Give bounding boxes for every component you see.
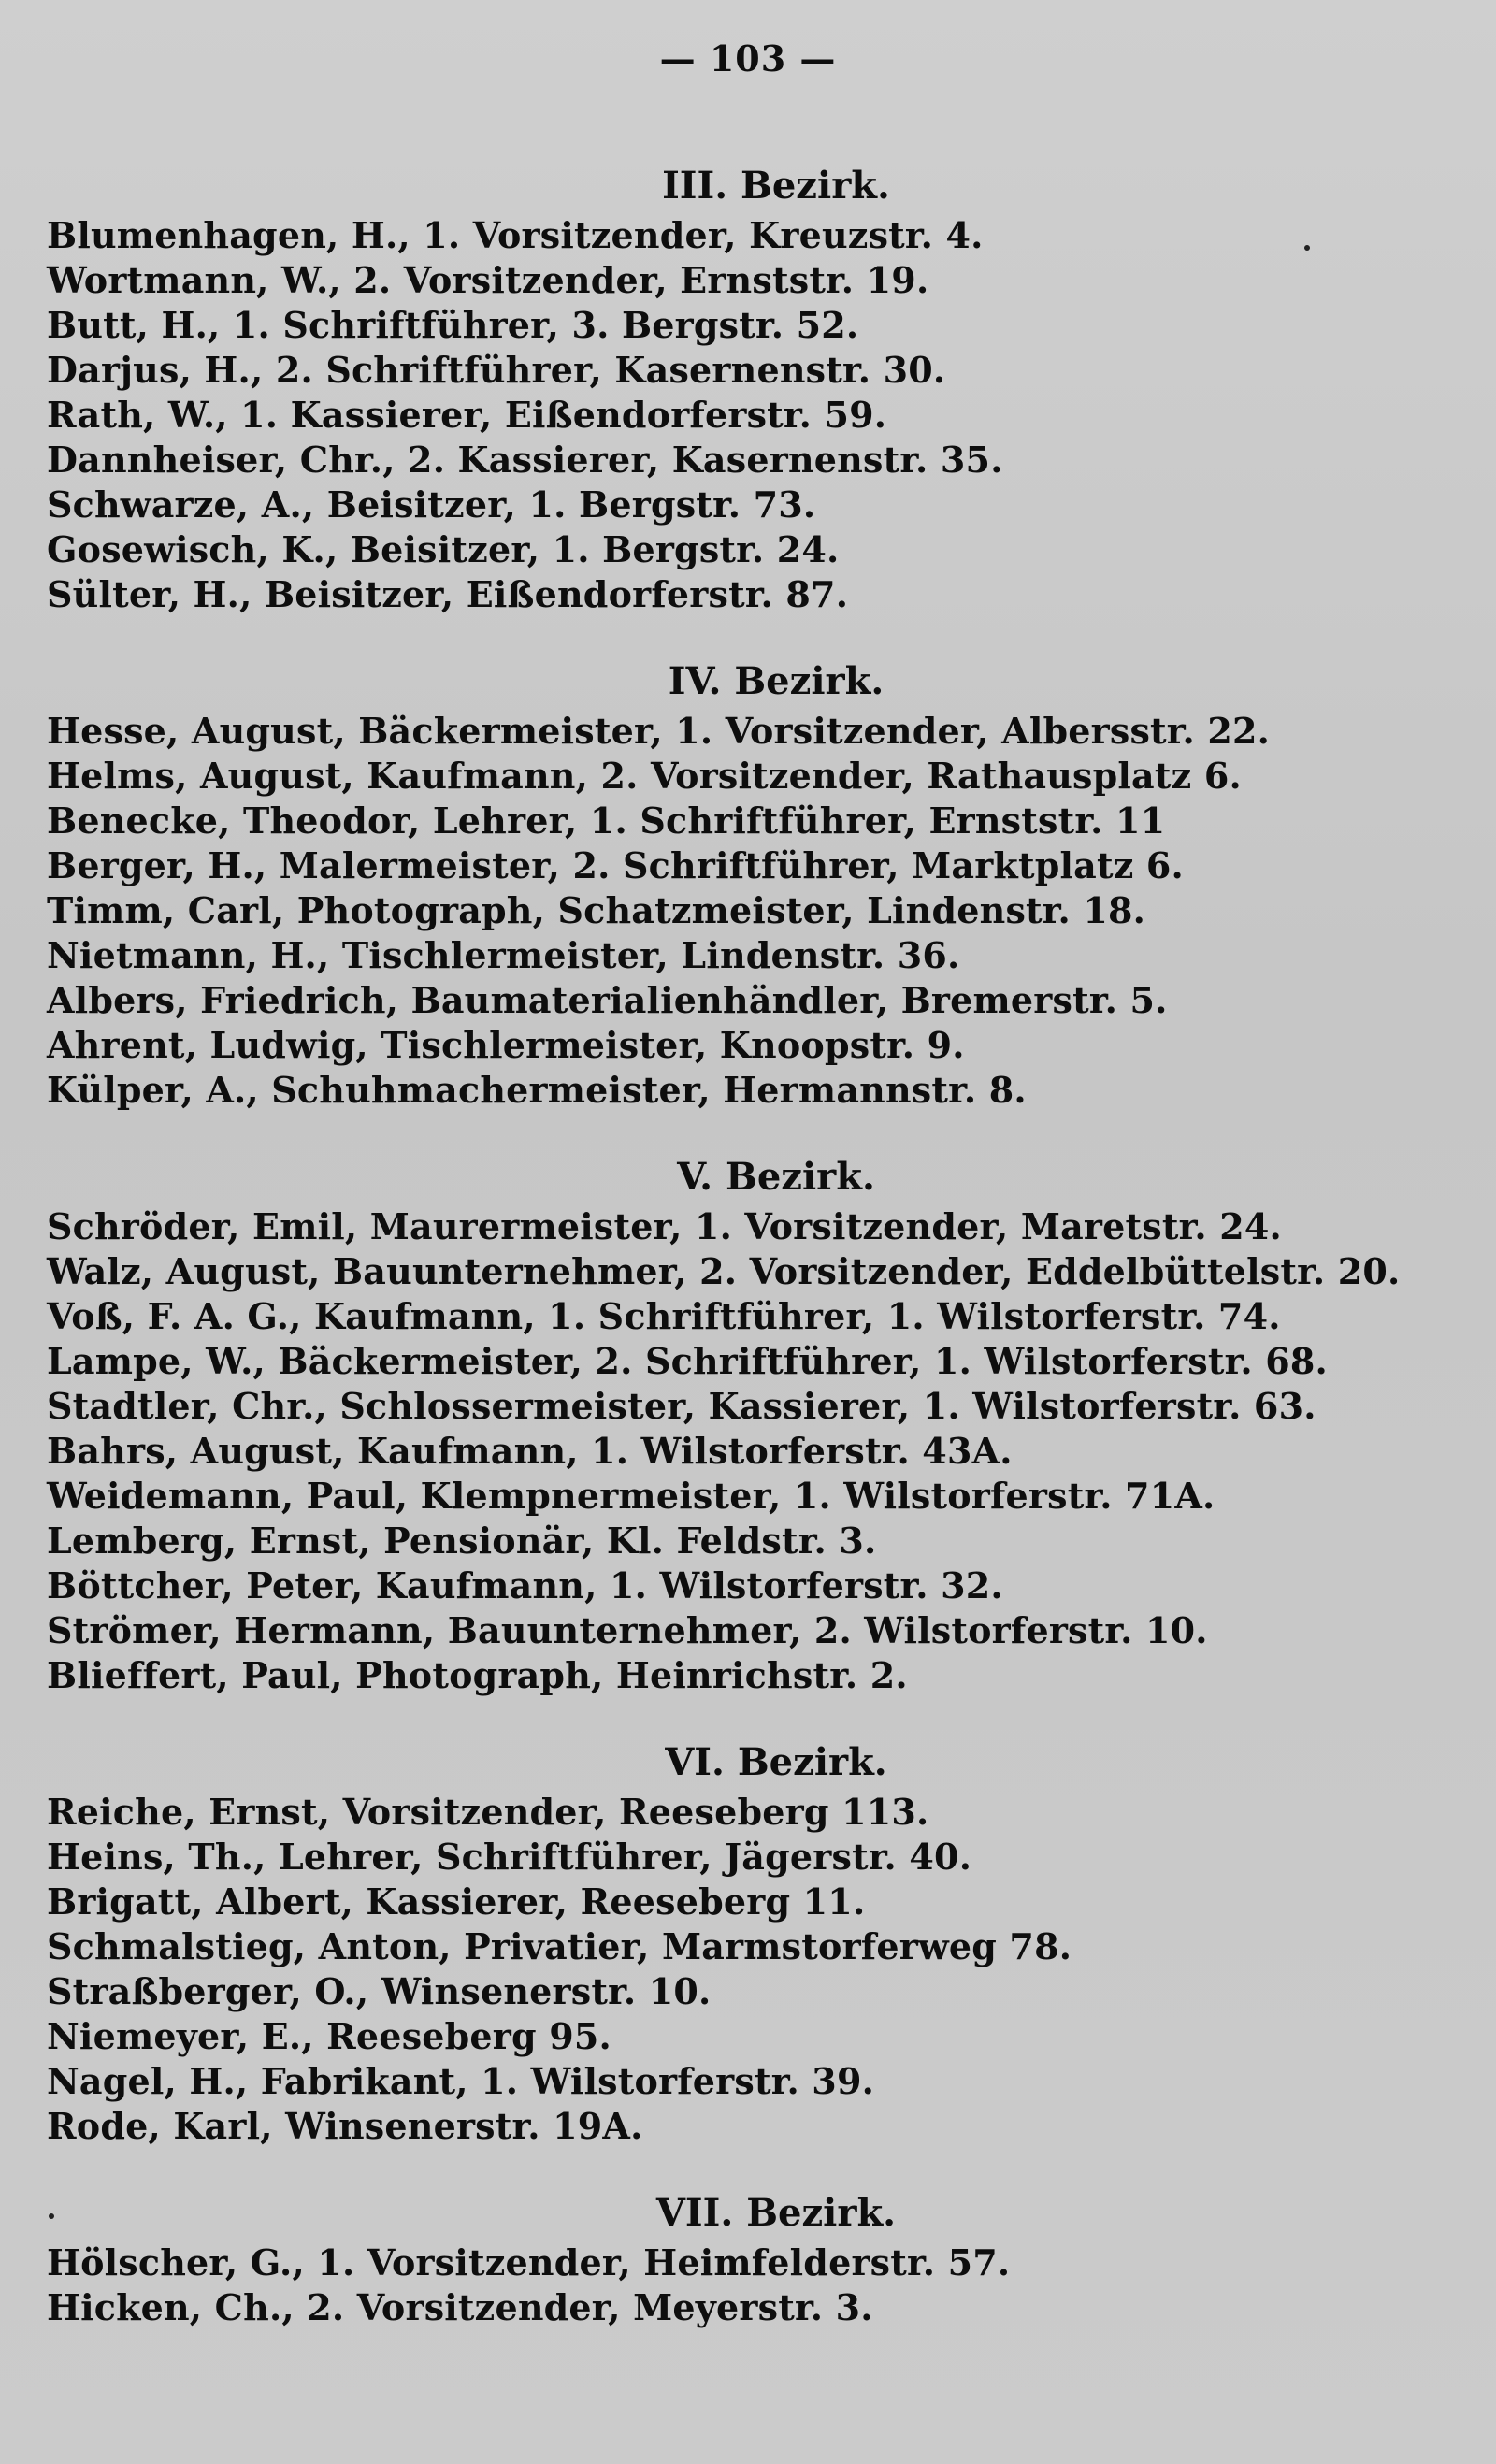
list-item: Sülter, H., Beisitzer, Eißendorferstr. 87. <box>47 573 849 615</box>
list-item: Hicken, Ch., 2. Vorsitzender, Meyerstr. 3. <box>47 2286 873 2328</box>
section-spacer <box>47 1698 1468 1736</box>
section-spacer <box>47 1113 1468 1150</box>
list-item: Nietmann, H., Tischlermeister, Lindenstr. 36. <box>47 934 960 976</box>
list-item: Nagel, H., Fabrikant, 1. Wilstorferstr. 39. <box>47 2060 875 2102</box>
section-bezirk-6 <box>47 1736 1468 2149</box>
list-item: Blumenhagen, H., 1. Vorsitzender, Kreuzstr. 4. <box>47 214 984 256</box>
list-item: Niemeyer, E., Reeseberg 95. <box>47 2015 611 2057</box>
list-item: Stadtler, Chr., Schlossermeister, Kassierer, 1. Wilstorferstr. 63. <box>47 1385 1316 1427</box>
list-item: Lampe, W., Bäckermeister, 2. Schriftführer, 1. Wilstorferstr. 68. <box>47 1340 1328 1382</box>
section-title: V. Bezirk. <box>677 1155 875 1199</box>
list-item: Weidemann, Paul, Klempnermeister, 1. Wilstorferstr. 71A. <box>47 1475 1216 1517</box>
list-item: Hölscher, G., 1. Vorsitzender, Heimfelderstr. 57. <box>47 2241 1011 2284</box>
list-item: Gosewisch, K., Beisitzer, 1. Bergstr. 24. <box>47 528 840 570</box>
list-item: Schröder, Emil, Maurermeister, 1. Vorsitzender, Maretstr. 24. <box>47 1205 1282 1247</box>
entry-list <box>47 213 1468 617</box>
list-item: Strömer, Hermann, Bauunternehmer, 2. Wilstorferstr. 10. <box>47 1609 1208 1651</box>
list-item: Voß, F. A. G., Kaufmann, 1. Schriftführer, 1. Wilstorferstr. 74. <box>47 1295 1281 1337</box>
section-bezirk-5 <box>47 1150 1468 1698</box>
section-bezirk-4 <box>47 655 1468 1113</box>
section-title: VII. Bezirk. <box>655 2191 897 2235</box>
list-item: Butt, H., 1. Schriftführer, 3. Bergstr. 52. <box>47 304 859 346</box>
list-item: Külper, A., Schuhmachermeister, Hermannstr. 8. <box>47 1069 1027 1111</box>
list-item: Wortmann, W., 2. Vorsitzender, Ernststr. 19. <box>47 259 929 301</box>
list-item: Benecke, Theodor, Lehrer, 1. Schriftführer, Ernststr. 11 <box>47 800 1166 842</box>
section-title: III. Bezirk. <box>662 164 890 208</box>
list-item: Hesse, August, Bäckermeister, 1. Vorsitzender, Albersstr. 22. <box>47 710 1271 752</box>
list-item: Albers, Friedrich, Baumaterialienhändler, Bremerstr. 5. <box>47 979 1168 1021</box>
list-item: Heins, Th., Lehrer, Schriftführer, Jägerstr. 40. <box>47 1836 972 1878</box>
section-title: VI. Bezirk. <box>665 1740 887 1784</box>
section-bezirk-3 <box>47 159 1468 617</box>
section-title: IV. Bezirk. <box>668 659 885 703</box>
list-item: Schmalstieg, Anton, Privatier, Marmstorferweg 78. <box>47 1925 1072 1967</box>
list-item: Blieffert, Paul, Photograph, Heinrichstr. 2. <box>47 1654 908 1696</box>
list-item: Rode, Karl, Winsenerstr. 19A. <box>47 2105 643 2147</box>
section-spacer <box>47 2149 1468 2186</box>
entry-list <box>47 709 1468 1113</box>
page-number: — 103 — <box>659 37 837 79</box>
list-item: Dannheiser, Chr., 2. Kassierer, Kasernenstr. 35. <box>47 439 1003 481</box>
list-item: Schwarze, A., Beisitzer, 1. Bergstr. 73. <box>47 483 816 526</box>
section-bezirk-7 <box>47 2186 1468 2330</box>
entry-list <box>47 1204 1468 1698</box>
entry-list <box>47 2241 1468 2330</box>
list-item: Rath, W., 1. Kassierer, Eißendorferstr. 59. <box>47 394 887 436</box>
list-item: Reiche, Ernst, Vorsitzender, Reeseberg 113. <box>47 1791 929 1833</box>
list-item: Berger, H., Malermeister, 2. Schriftführer, Marktplatz 6. <box>47 844 1184 886</box>
list-item: Böttcher, Peter, Kaufmann, 1. Wilstorferstr. 32. <box>47 1564 1003 1607</box>
list-item: Timm, Carl, Photograph, Schatzmeister, Lindenstr. 18. <box>47 889 1146 931</box>
entry-list <box>47 1790 1468 2149</box>
list-item: Helms, August, Kaufmann, 2. Vorsitzender, Rathausplatz 6. <box>47 755 1242 797</box>
list-item: Ahrent, Ludwig, Tischlermeister, Knoopstr. 9. <box>47 1024 965 1066</box>
section-spacer <box>47 617 1468 655</box>
list-item: Darjus, H., 2. Schriftführer, Kasernenstr. 30. <box>47 349 946 391</box>
list-item: Lemberg, Ernst, Pensionär, Kl. Feldstr. 3. <box>47 1520 877 1562</box>
list-item: Bahrs, August, Kaufmann, 1. Wilstorferstr. 43A. <box>47 1430 1013 1472</box>
directory-content <box>47 159 1468 2330</box>
list-item: Walz, August, Bauunternehmer, 2. Vorsitzender, Eddelbüttelstr. 20. <box>47 1250 1401 1292</box>
list-item: Brigatt, Albert, Kassierer, Reeseberg 11. <box>47 1880 866 1923</box>
list-item: Straßberger, O., Winsenerstr. 10. <box>47 1970 712 2012</box>
